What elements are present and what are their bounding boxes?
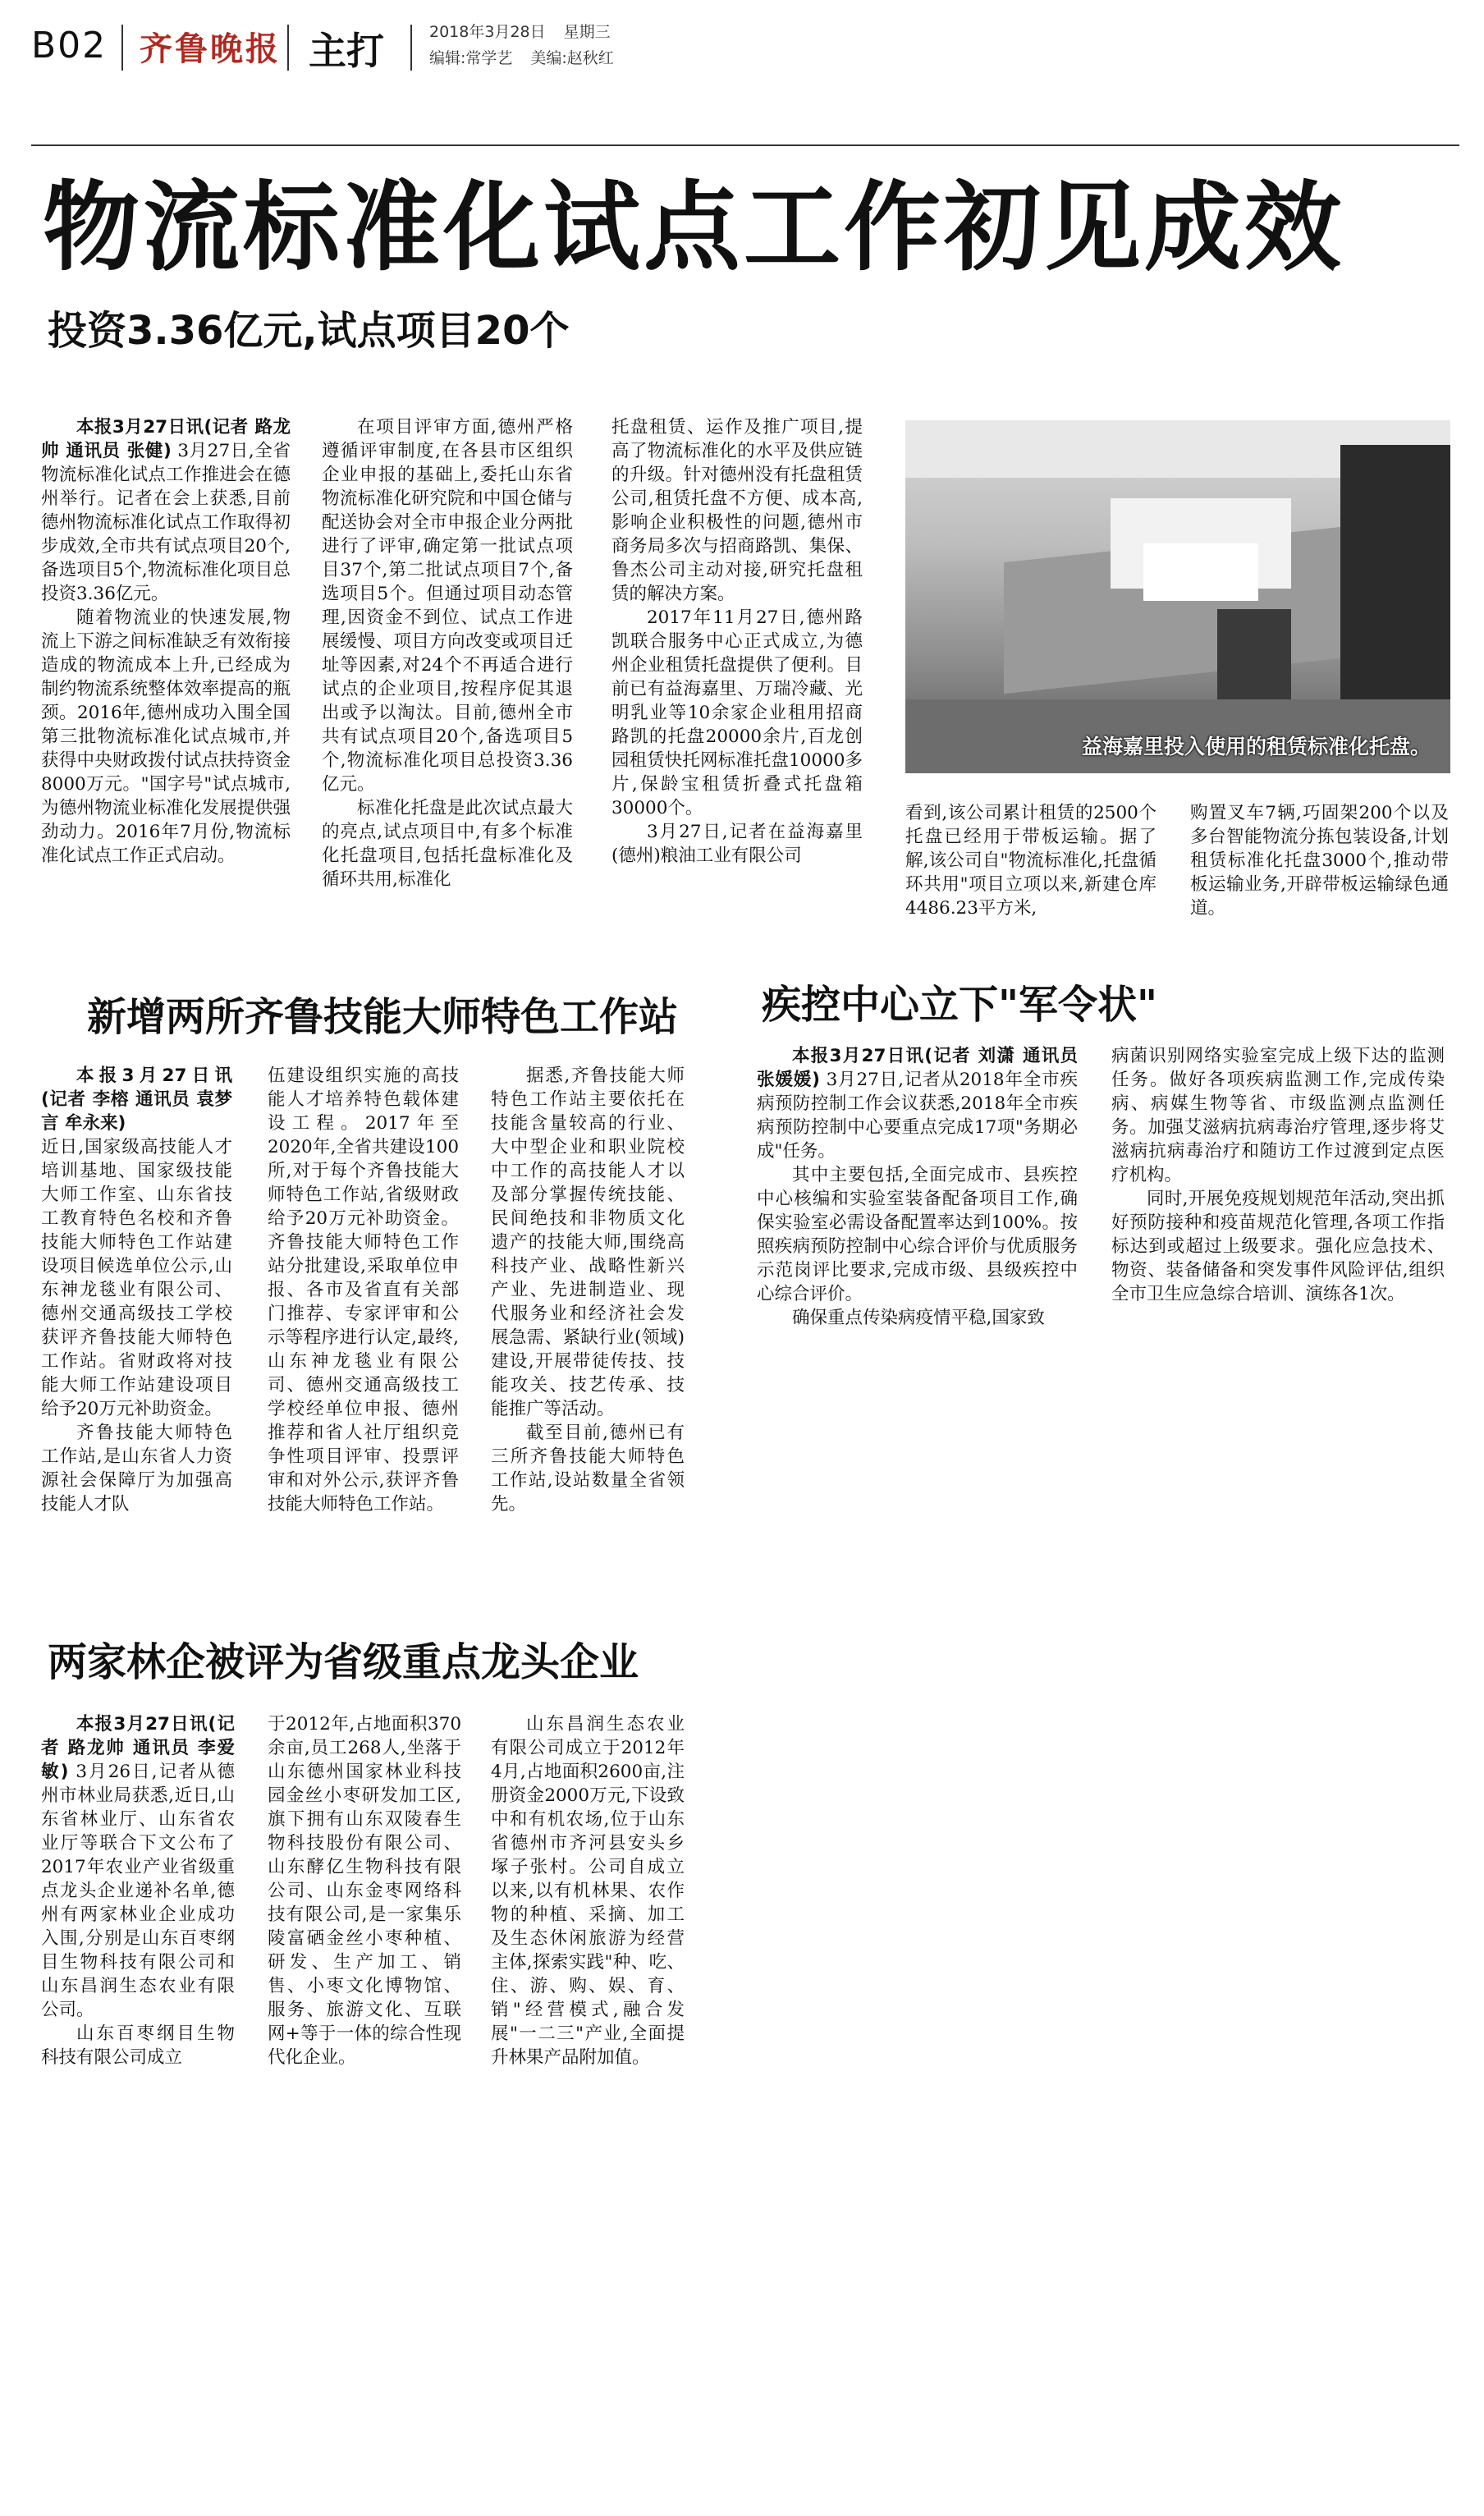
article1-subheadline: 投资3.36亿元,试点项目20个 — [48, 308, 570, 354]
article2-paragraph: 齐鲁技能大师特色工作站,是山东省人力资源社会保障厅为加强高技能人才队 — [41, 1423, 232, 1515]
article1-paragraph: 托盘租赁、运作及推广项目,提高了物流标准化的水平及供应链的升级。针对德州没有托盘租赁公司,租赁托盘不方便、成本高,影响企业积极性的问题,德州市商务局多次与招商路凯、集保、鲁杰公司主动对接,研究托盘租赁的解决方案。 — [611, 417, 863, 604]
article4-column-2 — [268, 1712, 461, 2069]
section-name: 主打 — [309, 29, 384, 73]
staff-line — [429, 46, 632, 68]
article1-paragraph: 随着物流业的快速发展,物流上下游之间标准缺乏有效衔接造成的物流成本上升,已经成为制约物流系统整体效率提高的瓶颈。2016年,德州成功入围全国第三批物流标准化试点城市,并获得中央财政拨付试点扶持资金8000万元。"国字号"试点城市,为德州物流业标准化发展提供强劲动力。2016年7月份,物流标准化试点工作正式启动。 — [41, 607, 291, 866]
article4-headline: 两家林企被评为省级重点龙头企业 — [48, 1639, 639, 1685]
article4-paragraph: 3月26日,记者从德州市林业局获悉,近日,山东省林业厅、山东省农业厅等联合下文公布了2017年农业产业省级重点龙头企业递补名单,德州有两家林业企业成功入围,分别是山东百枣纲目生物科技有限公司和山东昌润生态农业有限公司。 — [41, 1762, 235, 2020]
article1-paragraph: 购置叉车7辆,巧固架200个以及多台智能物流分拣包装设备,计划租赁标准化托盘3000个,推动带板运输业务,开辟带板运输绿色通道。 — [1190, 803, 1449, 919]
article1-paragraph: 2017年11月27日,德州路凯联合服务中心正式成立,为德州企业租赁托盘提供了便利。目前已有益海嘉里、万瑞冷藏、光明乳业等10余家企业租用招商路凯的托盘20000余片,百龙创园租赁快托网标准托盘10000多片,保龄宝租赁折叠式托盘箱30000个。 — [611, 607, 863, 818]
article3-paragraph: 病菌识别网络实验室完成上级下达的监测任务。做好各项疾病监测工作,完成传染病、病媒生物等省、市级监测点监测任务。加强艾滋病抗病毒治疗管理,逐步将艾滋病抗病毒治疗和随访工作过渡到定点医疗机构。 — [1111, 1046, 1445, 1185]
article3-headline: 疾控中心立下"军令状" — [762, 982, 1158, 1028]
designer-credit: 美编:赵秋红 — [530, 49, 614, 67]
article3-paragraph: 3月27日,记者从2018年全市疾病预防控制工作会议获悉,2018年全市疾病预防控制中心要重点完成17项"务期必成"任务。 — [757, 1070, 1078, 1162]
article1-column-4 — [905, 801, 1157, 920]
header-rule — [31, 144, 1459, 146]
article1-paragraph: 在项目评审方面,德州严格遵循评审制度,在各县市区组织企业申报的基础上,委托山东省物流标准化研究院和中国仓储与配送协会对全市申报企业分两批进行了评审,确定第一批试点项目37个,第二批试点项目7个,备选项目5个。但通过项目动态管理,因资金不到位、试点工作进展缓慢、项目方向改变或项目迁址等因素,对24个不再适合进行试点的企业项目,按程序促其退出或予以淘汰。目前,德州全市共有试点项目20个,备选项目5个,物流标准化项目总投资3.36亿元。 — [322, 417, 573, 795]
article2-headline: 新增两所齐鲁技能大师特色工作站 — [87, 994, 679, 1040]
editor-credit: 编辑:常学艺 — [429, 49, 513, 67]
article2-byline: 本报3月27日讯 (记者 李榕 通讯员 袁梦言 牟永来) — [41, 1066, 232, 1134]
article2-paragraph: 据悉,齐鲁技能大师特色工作站主要依托在技能含量较高的行业、大中型企业和职业院校中工作的高技能人才以及部分掌握传统技能、民间绝技和非物质文化遗产的技能大师,围绕高科技产业、战略性新兴产业、先进制造业、现代服务业和经济社会发展急需、紧缺行业(领域)建设,开展带徒传技、技能攻关、技艺传承、技能推广等活动。 — [491, 1066, 685, 1419]
article4-column-3 — [491, 1712, 685, 2069]
article3-byline: 本报3月27日讯(记者 刘潇 通讯员 张媛媛) — [757, 1046, 1078, 1090]
article4-column-1 — [41, 1712, 235, 2069]
article3-paragraph: 同时,开展免疫规划规范年活动,突出抓好预防接种和疫苗规范化管理,各项工作指标达到或超过上级要求。强化应急技术、物资、装备储备和突发事件风险评估,组织全市卫生应急综合培训、演练各1次。 — [1111, 1189, 1445, 1304]
article2-paragraph: 截至目前,德州已有三所齐鲁技能大师特色工作站,设站数量全省领先。 — [491, 1423, 685, 1515]
article4-paragraph: 于2012年,占地面积370余亩,员工268人,坐落于山东德州国家林业科技园金丝小枣研发加工区,旗下拥有山东双陵春生物科技股份有限公司、山东酵亿生物科技有限公司、山东金枣网络科技有限公司,是一家集乐陵富硒金丝小枣种植、研发、生产加工、销售、小枣文化博物馆、服务、旅游文化、互联网+等于一体的综合性现代化企业。 — [268, 1714, 461, 2068]
article4-byline: 本报3月27日讯(记者 路龙帅 通讯员 李爱敏) — [41, 1714, 235, 1782]
masthead-logo: 齐鲁晚报 — [140, 30, 281, 68]
issue-date: 2018年3月28日 — [429, 23, 546, 41]
article1-column-2 — [322, 415, 573, 891]
article1-column-3 — [611, 415, 863, 868]
article2-column-1 — [41, 1064, 232, 1516]
article1-paragraph: 标准化托盘是此次试点最大的亮点,试点项目中,有多个标准化托盘项目,包括托盘标准化及循环共用,标准化 — [322, 798, 573, 890]
article3-column-2 — [1111, 1044, 1445, 1306]
article1-column-1 — [41, 415, 291, 868]
page-number: B02 — [31, 25, 108, 66]
article1-paragraph: 3月27日,全省物流标准化试点工作推进会在德州举行。记者在会上获悉,目前德州物流标准化试点工作取得初步成效,全市共有试点项目20个,备选项目5个,物流标准化项目总投资3.36亿元。 — [41, 441, 291, 604]
article3-paragraph: 确保重点传染病疫情平稳,国家致 — [792, 1308, 1045, 1328]
article1-paragraph: 看到,该公司累计租赁的2500个托盘已经用于带板运输。据了解,该公司自"物流标准化,托盘循环共用"项目立项以来,新建仓库4486.23平方米, — [905, 803, 1157, 919]
photo-caption: 益海嘉里投入使用的租赁标准化托盘。 — [1081, 735, 1431, 758]
article3-paragraph: 其中主要包括,全面完成市、县疾控中心核编和实验室装备配备项目工作,确保实验室必需设备配置率达到100%。按照疾病预防控制中心综合评价与优质服务示范岗评比要求,完成市级、县级疾控中心综合评价。 — [757, 1165, 1078, 1304]
header-divider — [121, 25, 123, 71]
issue-date-line — [429, 20, 629, 42]
article3-column-1 — [757, 1044, 1078, 1330]
article1-photo — [905, 420, 1450, 773]
header-divider — [287, 25, 289, 71]
article4-paragraph: 山东百枣纲目生物科技有限公司成立 — [41, 2023, 235, 2068]
article1-byline: 本报3月27日讯(记者 路龙帅 通讯员 张健) — [41, 417, 291, 461]
article1-paragraph: 3月27日,记者在益海嘉里(德州)粮油工业有限公司 — [611, 822, 863, 866]
article2-column-2 — [268, 1064, 459, 1516]
article2-paragraph: 近日,国家级高技能人才培训基地、国家级技能大师工作室、山东省技工教育特色名校和齐鲁技能大师特色工作站建设项目候选单位公示,山东神龙毯业有限公司、德州交通高级技工学校获评齐鲁技能大师特色工作站。省财政将对技能大师工作站建设项目给予20万元补助资金。 — [41, 1137, 232, 1419]
article4-paragraph: 山东昌润生态农业有限公司成立于2012年4月,占地面积2600亩,注册资金2000万元,下设致中和有机农场,位于山东省德州市齐河县安头乡塚子张村。公司自成立以来,以有机林果、农作物的种植、采摘、加工及生态休闲旅游为经营主体,探索实践"种、吃、住、游、购、娱、育、销"经营模式,融合发展"一二三"产业,全面提升林果产品附加值。 — [491, 1714, 685, 2068]
header-divider — [410, 25, 412, 71]
article1-column-5 — [1190, 801, 1449, 920]
article2-column-3 — [491, 1064, 685, 1516]
issue-weekday: 星期三 — [563, 23, 611, 41]
article1-headline: 物流标准化试点工作初见成效 — [43, 171, 1345, 284]
article2-paragraph: 伍建设组织实施的高技能人才培养特色载体建设工程。2017年至2020年,全省共建设100所,对于每个齐鲁技能大师特色工作站,省级财政给予20万元补助资金。齐鲁技能大师特色工作站分批建设,采取单位申报、各市及省直有关部门推荐、专家评审和公示等程序进行认定,最终,山东神龙毯业有限公司、德州交通高级技工学校经单位申报、德州推荐和省人社厅组织竞争性项目评审、投票评审和对外公示,获评齐鲁技能大师特色工作站。 — [268, 1066, 459, 1515]
